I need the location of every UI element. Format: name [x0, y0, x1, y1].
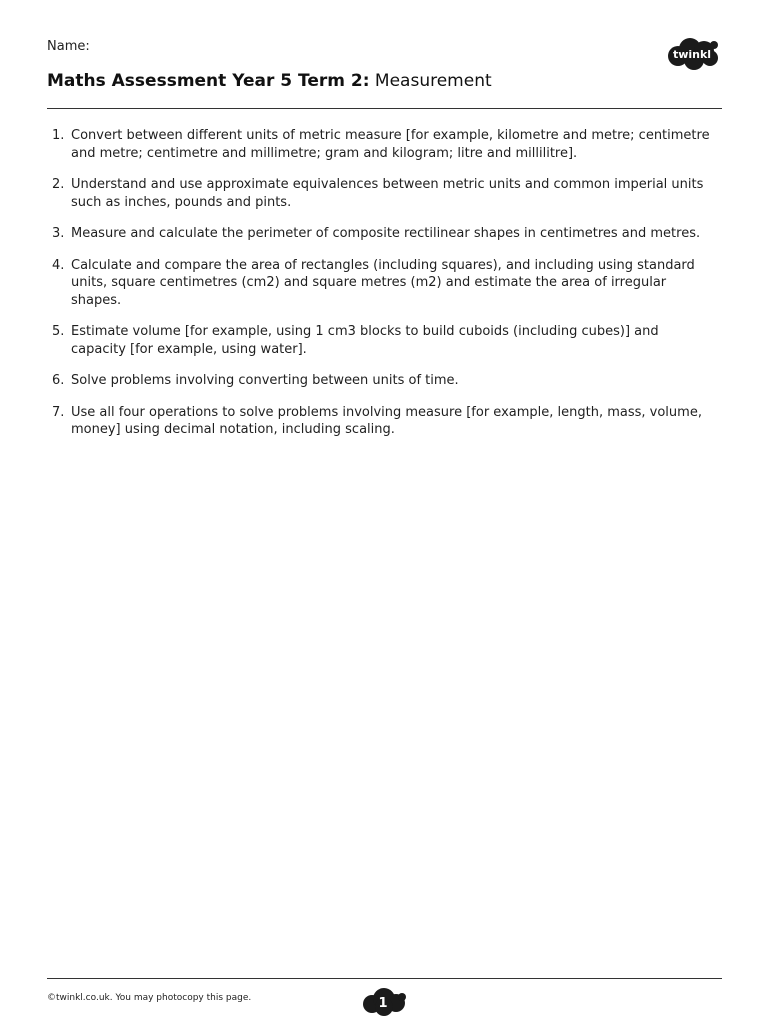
objective-number: 1. — [52, 128, 65, 143]
objective-item — [47, 257, 717, 310]
objective-text: Solve problems involving converting between units of time. — [71, 373, 459, 388]
objective-item — [47, 225, 717, 243]
objectives-list — [47, 127, 717, 453]
objective-number: 3. — [52, 226, 65, 241]
twinkl-logo — [664, 36, 720, 72]
page-number: 1 — [378, 996, 388, 1011]
page-title — [47, 71, 492, 91]
copyright-notice: ©twinkl.co.uk. You may photocopy this page. — [47, 993, 252, 1003]
objective-text: Calculate and compare the area of rectangles (including squares), and including using standard units, square centimetres (cm2) and square metres (m2) and estimate the area of irregular shapes. — [71, 257, 695, 308]
objective-text: Convert between different units of metric measure [for example, kilometre and metre; centimetre and metre; centimetre and millimetre; gram and kilogram; litre and millilitre]. — [71, 128, 710, 161]
objective-number: 4. — [52, 257, 65, 273]
objective-text: Understand and use approximate equivalences between metric units and common imperial units such as inches, pounds and pints. — [71, 177, 704, 210]
objective-item — [47, 176, 717, 211]
objective-text: Estimate volume [for example, using 1 cm3 blocks to build cuboids (including cubes)] and capacity [for example, using water]. — [71, 324, 659, 357]
title-bold: Maths Assessment Year 5 Term 2: — [47, 71, 370, 91]
objective-item — [47, 127, 717, 162]
objective-item — [47, 404, 717, 439]
objective-text: Measure and calculate the perimeter of composite rectilinear shapes in centimetres and metres. — [71, 226, 701, 241]
objective-item — [47, 372, 717, 390]
name-label: Name: — [47, 39, 90, 54]
objective-text: Use all four operations to solve problems involving measure [for example, length, mass, volume, money] using decimal notation, including scaling. — [71, 404, 702, 437]
footer-divider — [47, 978, 722, 979]
objective-number: 7. — [52, 404, 65, 420]
header-divider — [47, 108, 722, 109]
objective-number: 5. — [52, 324, 65, 339]
objective-number: 6. — [52, 373, 65, 388]
objective-number: 2. — [52, 177, 65, 192]
title-subject: Measurement — [369, 71, 492, 91]
objective-item — [47, 323, 717, 358]
page-number-badge — [358, 986, 410, 1018]
logo-text: twinkl — [672, 48, 712, 61]
